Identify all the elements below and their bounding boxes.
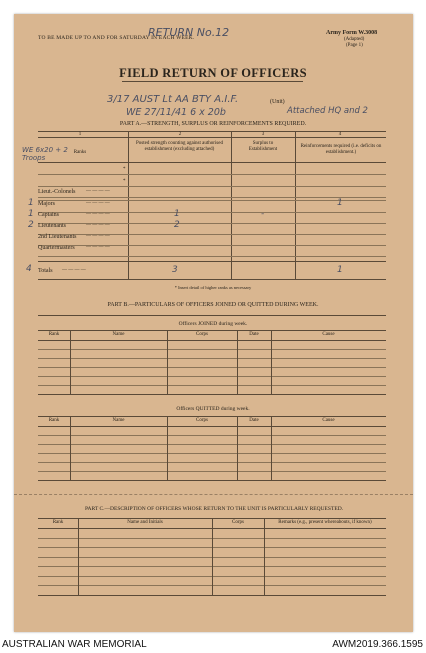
joined-title: Officers JOINED during week. <box>178 321 248 327</box>
col-head-reinforcements: Reinforcements required (i.e. deficits on establishment.) <box>300 144 382 155</box>
handwritten-totals-left: 4 <box>26 264 32 274</box>
rank-dashes: — — — — <box>86 201 110 206</box>
handwritten-rank-mark: 1 <box>28 209 34 219</box>
rank-label: Lieut.-Colonels <box>38 189 76 195</box>
col-head-posted: Posted strength counting against authorised establishment (excluding attached) <box>136 141 223 152</box>
part-a-heading: PART A.—STRENGTH, SURPLUS OR REINFORCEMENTS REQUIRED. <box>119 121 307 127</box>
part-b-heading: PART B.—PARTICULARS OF OFFICERS JOINED OR QUITTED DURING WEEK. <box>107 302 319 308</box>
joined-table-row-line <box>38 394 386 395</box>
partc-table-col-divider <box>264 518 265 595</box>
part-a-rule-bottom <box>38 279 386 280</box>
joined-table-row-line <box>38 367 386 368</box>
rank-label: Quartermasters <box>38 245 75 251</box>
partc-table-col-head: Corps <box>232 520 244 525</box>
part-a-rule-totals <box>38 261 386 262</box>
quitted-table-col-divider <box>271 416 272 480</box>
quitted-table-col-head: Rank <box>48 418 60 423</box>
rank-label: 2nd Lieutenants <box>38 234 77 240</box>
quitted-table-col-head: Corps <box>196 418 208 423</box>
col-head-ranks: Ranks <box>73 150 87 155</box>
form-page: (Page 1) <box>346 43 363 48</box>
form-adapted: (Adapted) <box>344 37 365 42</box>
part-a-row-line <box>38 256 386 257</box>
rank-label: Lieutenants <box>38 223 66 229</box>
footer-right-accession: AWM2019.366.1595 <box>332 639 423 650</box>
joined-table-col-divider <box>70 330 71 394</box>
quitted-table-row-line <box>38 453 386 454</box>
quitted-table-row-line <box>38 480 386 481</box>
unit-label: (Unit) <box>270 99 285 105</box>
joined-table-col-head: Corps <box>196 332 208 337</box>
rank-dashes: — — — — <box>86 223 110 228</box>
quitted-table-col-head: Cause <box>322 418 335 423</box>
handwritten-totals-posted: 3 <box>172 265 178 275</box>
part-c-heading: PART C.—DESCRIPTION OF OFFICERS WHOSE RETURN TO THE UNIT IS PARTICULARLY REQUESTED. <box>84 506 344 512</box>
quitted-table-row-line <box>38 435 386 436</box>
footer-left-credit: AUSTRALIAN WAR MEMORIAL <box>2 639 147 650</box>
quitted-table-col-head: Name <box>112 418 125 423</box>
totals-dashes: — — — — <box>62 268 86 273</box>
part-a-footnote: * Insert detail of higher ranks as necessary <box>174 285 252 290</box>
rank-label: Majors <box>38 201 55 207</box>
joined-table-col-head: Date <box>249 332 259 337</box>
totals-label: Totals <box>38 268 53 274</box>
handwritten-posted-value: 2 <box>174 220 180 230</box>
handwritten-ranks-note: WE 6x20 + 2 Troops <box>22 146 68 162</box>
joined-table-col-divider <box>167 330 168 394</box>
rank-dashes: — — — — <box>86 212 110 217</box>
joined-table-col-head: Rank <box>48 332 60 337</box>
quitted-table-rule-top <box>38 416 386 417</box>
handwritten-totals-reinf: 1 <box>337 265 343 275</box>
joined-table-row-line <box>38 376 386 377</box>
handwritten-surplus-value: - <box>261 209 265 219</box>
joined-table-rule-top <box>38 330 386 331</box>
part-a-rule-head <box>38 162 386 163</box>
handwritten-reinforcement-value: 1 <box>337 198 343 208</box>
col-head-surplus: Surplus to Establishment <box>248 141 278 152</box>
col-number-1: 1 <box>78 132 82 137</box>
handwritten-rank-mark: 2 <box>28 220 34 230</box>
quitted-table-rule-head <box>38 426 386 427</box>
partc-table-row-line <box>38 595 386 596</box>
handwritten-rank-mark: 1 <box>28 198 34 208</box>
partc-table-col-divider <box>78 518 79 595</box>
joined-table-row-line <box>38 349 386 350</box>
partc-table-col-head: Name and Initials <box>127 520 163 525</box>
col-number-3: 3 <box>261 132 265 137</box>
part-a-row-line <box>38 197 386 198</box>
rank-dashes: — — — — <box>86 189 110 194</box>
form-title: FIELD RETURN OF OFFICERS <box>119 66 307 80</box>
form-number: Army Form W.3008 <box>326 30 378 36</box>
handwritten-unit: 3/17 AUST Lt AA BTY A.I.F. <box>107 94 239 105</box>
joined-table-col-head: Name <box>112 332 125 337</box>
quitted-table-row-line <box>38 444 386 445</box>
part-a-row-line <box>38 186 386 187</box>
rank-label: Captains <box>38 212 59 218</box>
handwritten-attached-note: Attached HQ and 2 <box>287 106 368 116</box>
col-number-2: 2 <box>178 132 182 137</box>
quitted-title: Officers QUITTED during week. <box>176 406 250 412</box>
rank-dashes: — — — — <box>86 234 110 239</box>
joined-table-col-head: Cause <box>322 332 335 337</box>
joined-table-row-line <box>38 385 386 386</box>
quitted-table-col-divider <box>237 416 238 480</box>
quitted-table-col-divider <box>167 416 168 480</box>
asterisk-1: * <box>123 167 126 172</box>
rank-dashes: — — — — <box>86 245 110 250</box>
col-number-4: 4 <box>338 132 342 137</box>
quitted-table-row-line <box>38 471 386 472</box>
handwritten-return-number: RETURN No.12 <box>148 26 230 39</box>
partc-table-col-divider <box>212 518 213 595</box>
title-underline <box>122 81 303 82</box>
joined-table-rule-head <box>38 340 386 341</box>
quitted-table-row-line <box>38 462 386 463</box>
joined-table-row-line <box>38 358 386 359</box>
part-a-row-line <box>38 174 386 175</box>
part-b-rule <box>38 315 386 316</box>
asterisk-2: * <box>123 179 126 184</box>
partc-table-col-head: Rank <box>52 520 64 525</box>
handwritten-week-ending: WE 27/11/41 6 x 20b <box>126 107 226 118</box>
joined-table-col-divider <box>271 330 272 394</box>
joined-table-col-divider <box>237 330 238 394</box>
partc-table-col-head: Remarks (e.g., present whereabouts, if known) <box>278 520 372 525</box>
quitted-table-col-divider <box>70 416 71 480</box>
fold-line <box>14 494 413 495</box>
instruction-text: TO BE MADE UP TO AND FOR SATURDAY IN EACH WEEK. <box>38 35 195 41</box>
quitted-table-col-head: Date <box>249 418 259 423</box>
handwritten-posted-value: 1 <box>174 209 180 219</box>
